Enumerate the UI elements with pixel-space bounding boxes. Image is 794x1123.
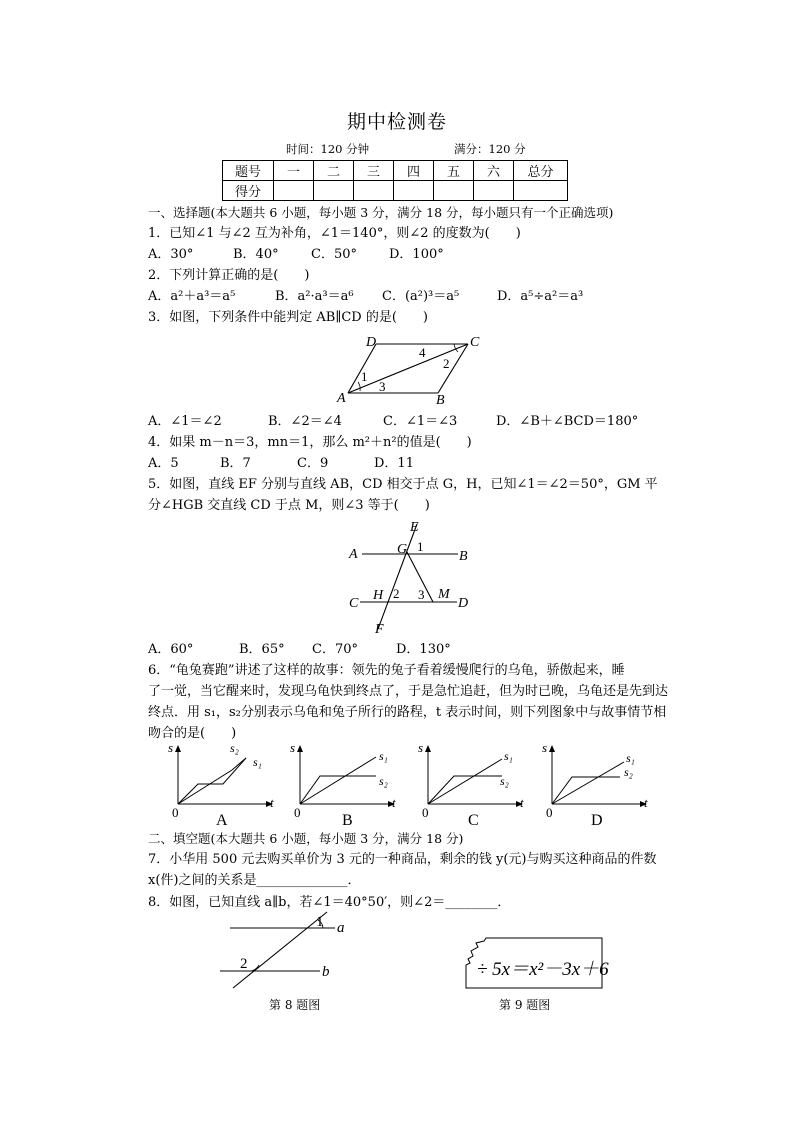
q1-option-a: A．30°: [148, 247, 194, 262]
q5-option-a: A．60°: [148, 642, 194, 657]
graph-d-label: D: [591, 812, 603, 829]
graph-a-t-axis: t: [270, 795, 274, 810]
graph-d-s2: s₂: [624, 765, 633, 779]
exam-full-score: 满分：120 分: [454, 142, 526, 156]
q2-option-d: D．a⁵÷a²＝a³: [497, 289, 584, 304]
score-table-row-label: 得分: [223, 181, 274, 201]
q5-label-A: A: [349, 547, 358, 562]
score-table-header-cell: 六: [474, 161, 514, 181]
q6-graph-b: [288, 740, 403, 830]
q1-option-b: B．40°: [233, 247, 279, 262]
fig8-caption: 第 8 题图: [269, 998, 321, 1012]
graph-d-s1: s₁: [626, 751, 635, 765]
q1-option-c: C．50°: [311, 247, 357, 262]
q3-label-D: D: [366, 335, 377, 350]
q8-stem: 8．如图，已知直线 a∥b，若∠1＝40°50′，则∠2＝________．: [148, 895, 511, 910]
q4-option-c: C．9: [297, 456, 329, 471]
q3-label-1: 1: [361, 369, 368, 384]
q6-graph-a: [166, 740, 281, 830]
score-cell[interactable]: [314, 181, 354, 201]
q2-option-a: A．a²＋a³＝a⁵: [148, 289, 236, 304]
q4-stem: 4．如果 m－n＝3，mn＝1，那么 m²＋n²的值是( ): [148, 435, 472, 450]
graph-a-label: A: [216, 812, 228, 829]
graph-a-s1: s₁: [253, 755, 262, 769]
graph-c-s2: s₂: [500, 774, 509, 788]
fig8-figure: [215, 912, 355, 994]
q5-label-3: 3: [418, 587, 425, 602]
q3-stem: 3．如图，下列条件中能判定 AB∥CD 的是( ): [148, 310, 428, 325]
score-cell[interactable]: [474, 181, 514, 201]
graph-d-t-axis: t: [644, 795, 648, 810]
graph-a-origin: 0: [172, 805, 179, 820]
q3-label-3: 3: [379, 379, 386, 394]
score-cell[interactable]: [354, 181, 394, 201]
q5-option-b: B．65°: [239, 642, 285, 657]
score-cell[interactable]: [274, 181, 314, 201]
score-table-score-row: [223, 181, 568, 201]
q2-stem: 2．下列计算正确的是( ): [148, 268, 310, 283]
graph-b-origin: 0: [294, 805, 301, 820]
q3-option-b: B．∠2＝∠4: [268, 414, 342, 429]
q5-line1: 5．如图，直线 EF 分别与直线 AB，CD 相交于点 G，H，已知∠1＝∠2＝50°，GM 平: [148, 477, 658, 492]
q3-option-c: C．∠1＝∠3: [383, 414, 458, 429]
q6-line4: 吻合的是( ): [148, 726, 237, 741]
q5-label-D: D: [458, 596, 469, 611]
q5-figure: [345, 518, 485, 636]
graph-b-label: B: [342, 812, 353, 829]
score-table-header-cell: 总分: [514, 161, 568, 181]
q3-label-4: 4: [419, 345, 426, 360]
section2-heading: 二、填空题(本大题共 6 小题，每小题 3 分，满分 18 分): [148, 831, 464, 846]
q5-label-M: M: [438, 587, 450, 602]
q5-option-c: C．70°: [312, 642, 358, 657]
q7-line1: 7．小华用 500 元去购买单价为 3 元的一种商品，剩余的钱 y(元)与购买这种商品的件数: [148, 852, 657, 867]
q5-label-C: C: [349, 596, 359, 611]
fig9-expression: ÷ 5x＝x²－3x＋6: [477, 959, 609, 980]
q5-label-2: 2: [393, 586, 400, 601]
q3-figure: [330, 330, 490, 408]
graph-c-t-axis: t: [520, 795, 524, 810]
fig8-label-1: 1: [316, 914, 324, 930]
graph-c-s-axis: s: [418, 740, 424, 755]
graph-b-s2: s₂: [379, 774, 388, 788]
q3-label-A: A: [337, 391, 346, 406]
q3-label-C: C: [470, 335, 480, 350]
q6-line1: 6．“龟兔赛跑”讲述了这样的故事：领先的兔子看着缓慢爬行的乌龟，骄傲起来，睡: [148, 663, 625, 678]
score-table-header-cell: 四: [394, 161, 434, 181]
q5-line2: 分∠HGB 交直线 CD 于点 M，则∠3 等于( ): [148, 498, 430, 513]
fig9-caption: 第 9 题图: [499, 998, 551, 1012]
page-title: 期中检测卷: [346, 111, 447, 133]
q4-option-d: D．11: [374, 456, 414, 471]
q3-option-d: D．∠B＋∠BCD＝180°: [496, 414, 639, 429]
score-table-header-cell: 三: [354, 161, 394, 181]
q6-line2: 了一觉，当它醒来时，发现乌龟快到终点了，于是急忙追赶，但为时已晚，乌龟还是先到达: [148, 684, 669, 699]
q1-stem: 1．已知∠1 与∠2 互为补角，∠1＝140°，则∠2 的度数为( ): [148, 226, 521, 241]
score-table-header-row: [223, 161, 568, 181]
score-cell[interactable]: [514, 181, 568, 201]
graph-c-origin: 0: [422, 805, 429, 820]
graph-a-s-axis: s: [168, 740, 174, 755]
graph-b-t-axis: t: [392, 795, 396, 810]
q5-label-F: F: [375, 622, 384, 637]
q3-label-2: 2: [443, 356, 450, 371]
graph-d-origin: 0: [546, 805, 553, 820]
q1-option-d: D．100°: [389, 247, 444, 262]
q5-label-B: B: [459, 549, 468, 564]
q2-option-b: B．a²·a³＝a⁶: [275, 289, 354, 304]
fig8-label-a: a: [337, 920, 345, 936]
q6-graph-c: [416, 740, 531, 830]
q5-label-H: H: [373, 588, 384, 603]
score-table-header-cell: 二: [314, 161, 354, 181]
graph-d-s-axis: s: [542, 740, 548, 755]
fig8-label-b: b: [322, 964, 330, 980]
graph-b-s-axis: s: [290, 740, 296, 755]
graph-b-s1: s₁: [379, 749, 388, 763]
q2-option-c: C．(a²)³＝a⁵: [382, 289, 460, 304]
section1-heading: 一、选择题(本大题共 6 小题，每小题 3 分，满分 18 分，每小题只有一个正确选项): [148, 205, 614, 220]
graph-c-label: C: [468, 812, 479, 829]
score-cell[interactable]: [394, 181, 434, 201]
q7-line2: x(件)之间的关系是______________．: [148, 873, 361, 888]
q5-label-1: 1: [417, 539, 424, 554]
score-table-header-cell: 五: [434, 161, 474, 181]
fig8-label-2: 2: [240, 956, 248, 972]
graph-c-s1: s₁: [504, 749, 513, 763]
q6-line3: 终点．用 s₁，s₂分别表示乌龟和兔子所行的路程，t 表示时间，则下列图象中与故事情节相: [148, 705, 667, 720]
q4-option-b: B．7: [220, 456, 251, 471]
q4-option-a: A．5: [148, 456, 179, 471]
q3-label-B: B: [436, 393, 445, 408]
score-table: [222, 160, 568, 201]
score-table-header-cell: 一: [274, 161, 314, 181]
q3-option-a: A．∠1＝∠2: [148, 414, 222, 429]
score-cell[interactable]: [434, 181, 474, 201]
score-table-header-cell: 题号: [223, 161, 274, 181]
q5-label-G: G: [397, 542, 408, 557]
exam-time: 时间：120 分钟: [286, 142, 370, 156]
q5-label-E: E: [410, 520, 419, 535]
q6-graph-d: [540, 740, 655, 830]
graph-a-s2: s₂: [230, 741, 239, 755]
q5-option-d: D．130°: [396, 642, 451, 657]
